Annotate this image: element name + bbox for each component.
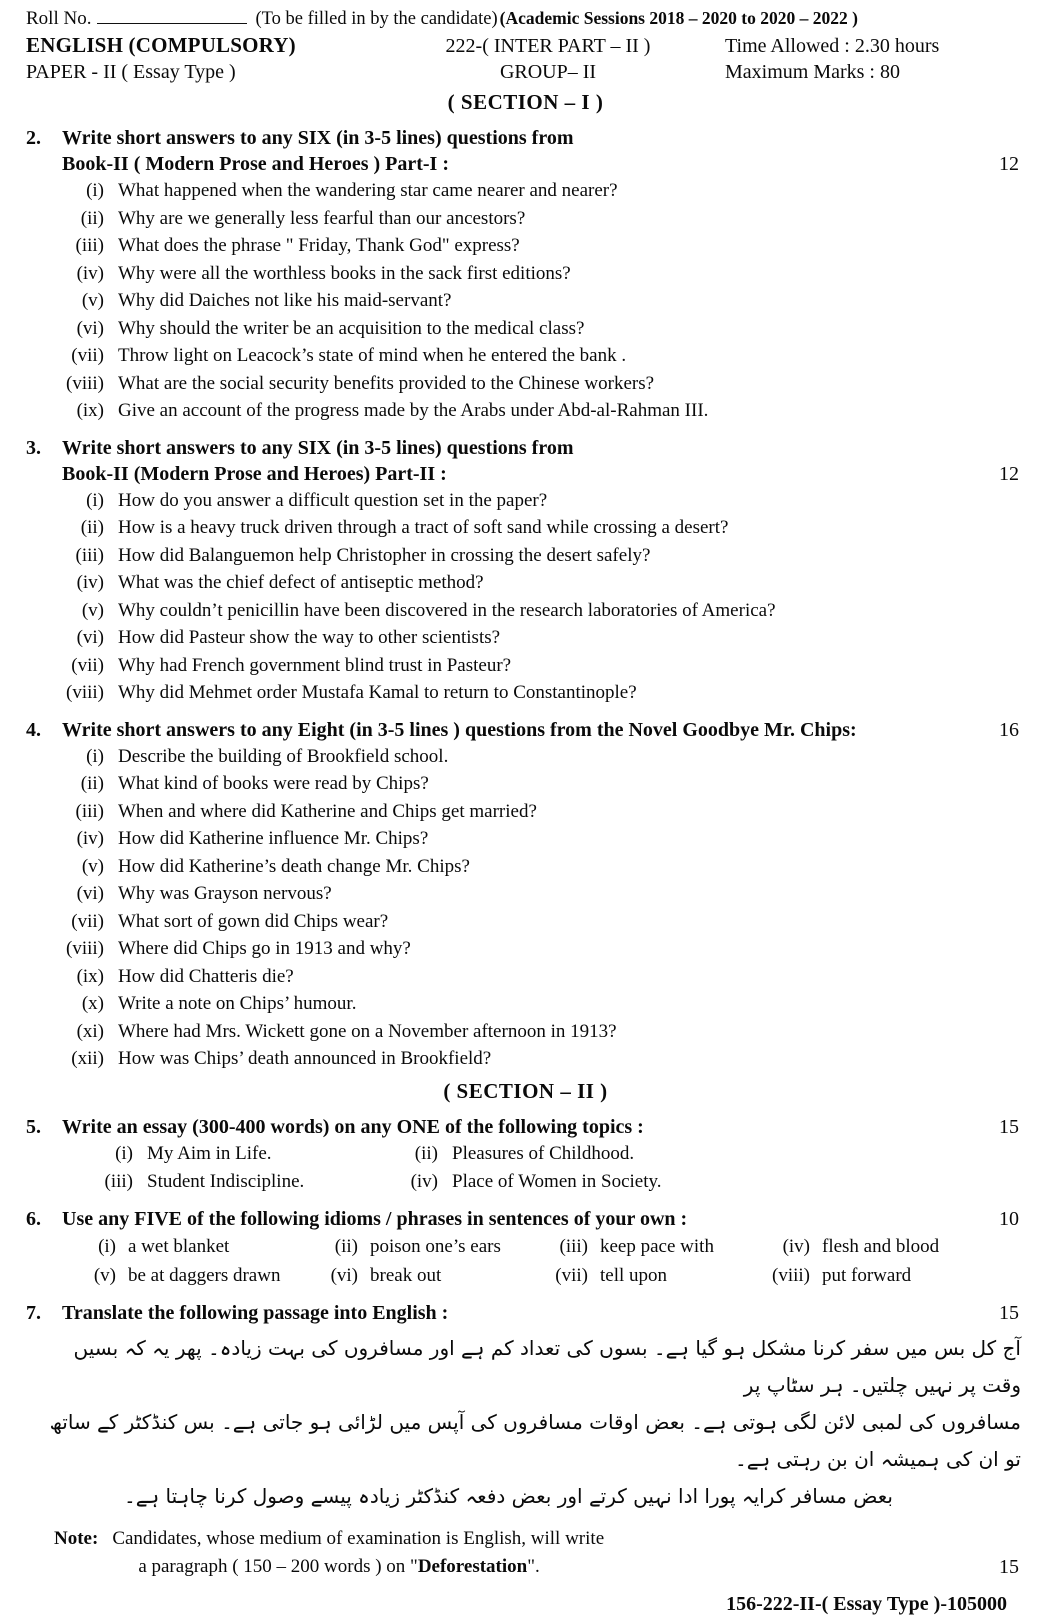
essay-topics-row: (iii) Student Indiscipline. (iv) Place of Women in Society. (104, 1170, 662, 1192)
roll-no-blank (97, 9, 247, 24)
question-5 (26, 1114, 1025, 1196)
question-item: (iii) When and where did Katherine and Chips get married? (75, 800, 537, 822)
question-heading: Write short answers to any Eight (in 3-5 lines ) questions from the Novel Goodbye Mr. Chips: (62, 718, 857, 741)
roll-no-label: Roll No. (26, 8, 92, 29)
question-item: (xi) Where had Mrs. Wickett gone on a November afternoon in 1913? (76, 1020, 617, 1042)
essay-topics-row: (i) My Aim in Life. (ii) Pleasures of Childhood. (115, 1142, 635, 1164)
question-heading: Write short answers to any SIX (in 3-5 lines) questions from (62, 436, 574, 459)
marks-value: 15 (999, 1301, 1019, 1324)
question-item: (i) How do you answer a difficult question set in the paper? (86, 489, 548, 511)
question-item: (ii) What kind of books were read by Chips? (80, 773, 429, 794)
question-item: (vii) What sort of gown did Chips wear? (71, 910, 389, 932)
candidate-note: (To be filled in by the candidate) (255, 9, 498, 29)
question-item: (iv) Why were all the worthless books in the sack first editions? (76, 262, 571, 284)
question-item: (ix) How did Chatteris die? (76, 965, 294, 987)
note-block (26, 1525, 1025, 1581)
question-number: 3. (26, 436, 41, 459)
question-number: 5. (26, 1115, 41, 1138)
marks-value: 12 (999, 153, 1019, 175)
question-item: (vi) How did Pasteur show the way to other scientists? (76, 627, 501, 648)
question-item: (vii) Why had French government blind trust in Pasteur? (71, 654, 512, 676)
marks-value: 15 (999, 1115, 1019, 1138)
question-item: (x) Write a note on Chips’ humour. (81, 993, 357, 1014)
idioms-row: (i) a wet blanket (ii) poison one’s ears (iii) keep pace with (iv) flesh and blood (98, 1235, 940, 1257)
marks-value: 15 (999, 1555, 1019, 1578)
question-item: (viii) What are the social security benefits provided to the Chinese workers? (66, 372, 655, 394)
question-heading: Use any FIVE of the following idioms / phrases in sentences of your own : (62, 1207, 688, 1230)
note-line-2: a paragraph ( 150 – 200 words ) on " Deforestation ". 15 (112, 1553, 1025, 1581)
question-item: (iv) What was the chief defect of antiseptic method? (76, 572, 484, 593)
question-item: (i) Describe the building of Brookfield school. (86, 745, 449, 767)
question-heading: Write short answers to any SIX (in 3-5 lines) questions from (62, 127, 574, 149)
marks-value: 12 (999, 462, 1019, 485)
question-item: (viii) Where did Chips go in 1913 and why? (66, 938, 411, 959)
section-2-title: ( SECTION – II ) (443, 1078, 608, 1103)
header-row-paper (26, 61, 1025, 84)
question-number: 4. (26, 718, 41, 741)
question-item: (v) Why couldn’t penicillin have been discovered in the research laboratories of America? (81, 599, 776, 621)
urdu-line-2: مسافروں کی لمبی لائن لگی ہوتی ہے۔ بعض اوقات مسافروں کی آپس میں لڑائی ہو جاتی ہے۔ بس کنڈکٹر کے ساتھ تو ان کی ہمیشہ ان بن رہتی ہے۔ (49, 1409, 1021, 1471)
question-item: (ii) How is a heavy truck driven through a tract of soft sand while crossing a desert? (80, 517, 729, 538)
academic-sessions: (Academic Sessions 2018 – 2020 to 2020 – 2022 ) (499, 8, 858, 28)
header-row-roll (26, 8, 1025, 30)
question-item: (viii) Why did Mehmet order Mustafa Kamal to return to Constantinople? (66, 682, 637, 703)
question-item: (xii) How was Chips’ death announced in Brookfield? (71, 1048, 492, 1069)
subject-title: ENGLISH (COMPULSORY) (26, 33, 296, 57)
section-1-title: ( SECTION – I ) (447, 90, 604, 114)
question-item: (i) What happened when the wandering star came nearer and nearer? (86, 180, 618, 201)
question-6 (26, 1206, 1025, 1290)
question-number: 7. (26, 1301, 41, 1324)
question-item: (v) Why did Daiches not like his maid-servant? (81, 290, 452, 311)
question-heading: Write an essay (300-400 words) on any ONE of the following topics : (62, 1115, 644, 1138)
idioms-row: (v) be at daggers drawn (vi) break out (vii) tell upon (viii) put forward (93, 1264, 912, 1286)
paper-type: PAPER - II ( Essay Type ) (26, 61, 236, 83)
header-row-subject (26, 33, 1025, 58)
note-label: Note: (54, 1527, 99, 1549)
paper-code: 222-( INTER PART – II ) (445, 35, 651, 57)
question-item: (vi) Why was Grayson nervous? (76, 883, 332, 904)
question-7 (26, 1300, 1025, 1515)
question-item: (iv) How did Katherine influence Mr. Chips? (76, 828, 429, 849)
urdu-line-3: بعض مسافر کرایہ پورا ادا نہیں کرتے اور بعض دفعہ کنڈکٹر زیادہ پیسے وصول کرنا چاہتا ہے۔ (124, 1483, 893, 1508)
question-item: (iii) How did Balanguemon help Christopher in crossing the desert safely? (75, 544, 651, 566)
group-label: GROUP– II (499, 61, 597, 83)
question-item: (ix) Give an account of the progress made by the Arabs under Abd-al-Rahman III. (76, 400, 709, 421)
maximum-marks: Maximum Marks : 80 (725, 61, 900, 83)
question-2 (26, 125, 1025, 425)
question-item: (vii) Throw light on Leacock’s state of mind when he entered the bank . (71, 345, 627, 366)
question-3 (26, 435, 1025, 707)
note-line-1: Candidates, whose medium of examination is English, will write (112, 1527, 605, 1549)
question-item: (iii) What does the phrase " Friday, Thank God" express? (75, 235, 520, 256)
question-heading-line2: Book-II ( Modern Prose and Heroes ) Part-I : (62, 153, 449, 175)
question-number: 2. (26, 127, 41, 149)
urdu-passage (26, 1326, 1025, 1515)
marks-value: 16 (999, 718, 1019, 741)
question-heading-line2: Book-II (Modern Prose and Heroes) Part-II : (62, 462, 447, 485)
question-item: (ii) Why are we generally less fearful than our ancestors? (80, 207, 526, 229)
question-item: (vi) Why should the writer be an acquisition to the medical class? (76, 317, 585, 339)
urdu-line-1: آج کل بس میں سفر کرنا مشکل ہو گیا ہے۔ بسوں کی تعداد کم ہے اور مسافروں کی بہت زیادہ۔ پھر یہ کہ بسیں وقت پر نہیں چلتیں۔ ہر سٹاپ پر (73, 1335, 1021, 1397)
marks-value: 10 (999, 1207, 1019, 1230)
time-allowed: Time Allowed : 2.30 hours (725, 35, 940, 57)
paper-code-footer: 156-222-II-( Essay Type )-105000 (726, 1592, 1007, 1615)
question-heading: Translate the following passage into English : (62, 1301, 449, 1324)
question-4 (26, 717, 1025, 1073)
question-item: (v) How did Katherine’s death change Mr. Chips? (81, 855, 470, 877)
note-topic: Deforestation (417, 1555, 528, 1577)
question-number: 6. (26, 1207, 41, 1230)
